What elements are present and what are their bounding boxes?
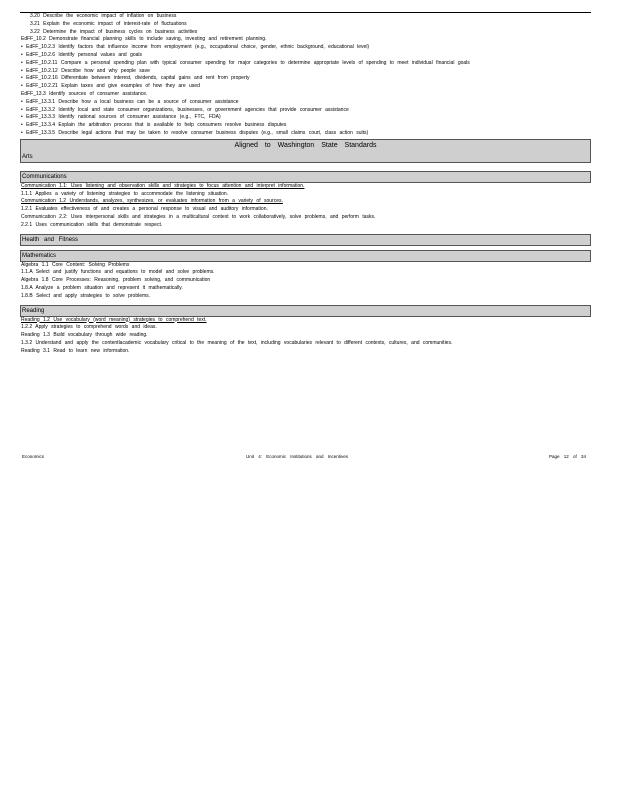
section-line: Communication 1.2 Understands, analyzes, synthesizes, or evaluates information from a variety of sources.	[21, 198, 283, 205]
standard-line: EdFF_13.3 Identify sources of consumer assistance.	[21, 90, 148, 97]
standard-line: • EdFF_13.3.5 Describe legal actions that may be taken to resolve consumer business disputes (e.g., small claims court, class action suits)	[21, 129, 369, 136]
document-page	[20, 12, 591, 356]
section-line: 1.8.B Select and apply strategies to solve problems.	[21, 292, 151, 299]
arts-label: Arts	[22, 153, 33, 160]
footer-course: Economics	[22, 454, 45, 459]
standard-line: • EdFF_10.2.16 Differentiate between interest, dividends, capital gains and rent from property	[21, 75, 250, 82]
page-footer	[22, 454, 586, 462]
footer-unit: Unit 4: Economic Institutions and Incentives	[246, 454, 349, 459]
aligned-standards-header	[20, 139, 591, 163]
section-line: Reading 3.1 Read to learn new information.	[21, 347, 130, 354]
section-line: 1.1.A Select and justify functions and equations to model and solve problems.	[21, 269, 215, 276]
standard-line: 3.21 Explain the economic impact of interest-rate of fluctuations	[30, 20, 187, 27]
section-line: 1.1.1 Applies a variety of listening strategies to accommodate the listening situation.	[21, 190, 229, 197]
standard-line: • EdFF_10.2.11 Compare a personal spending plan with typical consumer spending for major categories to determine appropriate levels of spending to meet individual financial goals	[21, 59, 470, 66]
section-header: Communications	[20, 171, 591, 183]
section-line: Reading 1.2 Use vocabulary (word meaning) strategies to comprehend text.	[21, 316, 207, 323]
standard-line: 3.22 Determine the impact of business cycles on business activities	[30, 28, 198, 35]
standard-line: EdFF_10.2 Demonstrate financial planning skills to include saving, investing and retirement planning.	[21, 36, 267, 43]
standard-line: • EdFF_10.2.21 Explain taxes and give examples of how they are used	[21, 83, 200, 90]
standard-line: • EdFF_13.3.3 Identify national sources of consumer assistance (e.g., FTC, FDA)	[21, 114, 221, 121]
section-line: Reading 1.3 Build vocabulary through wide reading.	[21, 332, 148, 339]
section-line: Algebra 1.8 Core Processes: Reasoning, problem solving, and communication	[21, 277, 211, 284]
economics-standards-list	[20, 13, 591, 138]
standard-line: • EdFF_13.3.1 Describe how a local business can be a source of consumer assistance	[21, 98, 239, 105]
standard-line: • EdFF_10.2.6 Identify personal values and goals	[21, 51, 143, 58]
standards-sections	[20, 171, 591, 356]
section-line: 1.8.A Analyze a problem situation and represent it mathematically.	[21, 284, 183, 291]
aligned-standards-title: Aligned to Washington State Standards	[234, 141, 377, 149]
standard-line: • EdFF_10.2.3 Identify factors that influence income from employment (e.g., occupational choice, gender, ethnic background, educational level)	[21, 44, 370, 51]
footer-page-number: Page 12 of 34	[548, 454, 586, 459]
section-line: Communication 1.1: Uses listening and observation skills and strategies to focus attention and interpret information.	[21, 182, 305, 189]
standard-line: • EdFF_13.3.4 Explain the arbitration process that is available to help consumers resolve business disputes	[21, 122, 287, 129]
section-line: 1.3.2 Understand and apply the contentlacademic vocabulary critical to the meaning of the text, including vocabularies relevant to different contexts, cultures, and communities.	[21, 339, 453, 346]
section-header: Reading	[20, 305, 591, 317]
section-header: Health and Fitness	[20, 234, 591, 246]
standard-line: • EdFF_13.3.2 Identify local and state consumer organizations, businesses, or government agencies that provide consumer assistance	[21, 106, 349, 113]
section-line: Communication 2.2: Uses interpersonal skills and strategies in a multicultural context to work collaboratively, solve problems, and perform tasks.	[21, 213, 376, 220]
standard-line: 3.20 Describe the economic impact of inflation on business	[30, 13, 177, 19]
section-line: Algebra 1.1 Core Content: Solving Problems	[21, 261, 130, 268]
section-line: 1.2.2 Apply strategies to comprehend words and ideas.	[21, 324, 157, 331]
section-header: Mathematics	[20, 250, 591, 262]
section-line: 2.2.1 Uses communication skills that demonstrate respect.	[21, 221, 163, 228]
standard-line: • EdFF_10.2.12 Describe how and why people save	[21, 67, 150, 74]
section-line: 1.2.1 Evaluates effectiveness of and creates a personal response to visual and auditory information.	[21, 206, 268, 213]
